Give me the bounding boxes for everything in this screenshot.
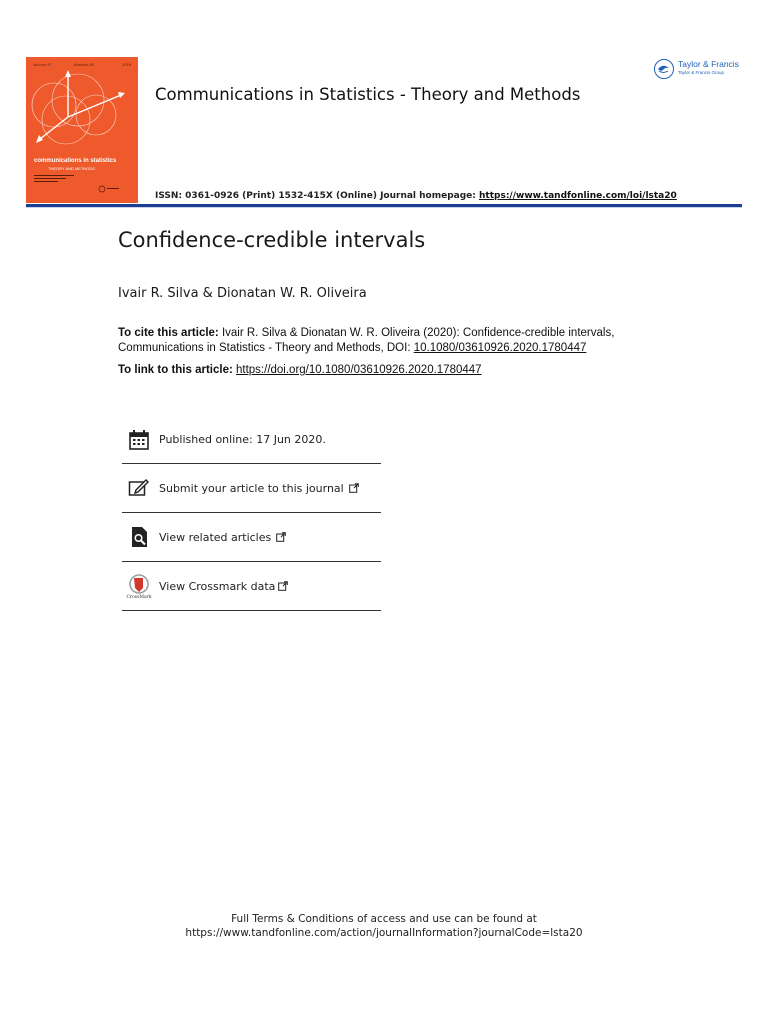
terms-line: Full Terms & Conditions of access and use can be found at	[231, 913, 537, 925]
link-label: To link to this article:	[118, 364, 236, 376]
search-document-icon	[128, 526, 150, 548]
published-online-label: Published online: 17 Jun 2020.	[159, 433, 326, 446]
issn-text: ISSN: 0361-0926 (Print) 1532-415X (Online) Journal homepage:	[155, 191, 480, 201]
submit-article-row[interactable]	[122, 464, 381, 513]
crossmark-icon	[126, 573, 152, 599]
journal-title: Communications in Statistics - Theory and Methods	[155, 85, 581, 104]
citation-label: To cite this article:	[118, 327, 219, 339]
journal-cover-image	[26, 57, 138, 203]
calendar-icon	[128, 429, 150, 451]
citation-text: Ivair R. Silva & Dionatan W. R. Oliveira (2020): Confidence-credible intervals, Communications in Statistics - Theory and Methods, DOI:	[118, 327, 615, 354]
article-authors: Ivair R. Silva & Dionatan W. R. Oliveira	[118, 286, 367, 301]
cover-publisher-logo	[98, 185, 120, 193]
issn-line	[155, 191, 677, 201]
cover-number: Number 08	[74, 63, 94, 67]
header-divider-shadow	[26, 207, 742, 208]
related-articles-row[interactable]	[122, 513, 381, 562]
article-title: Confidence-credible intervals	[118, 228, 426, 252]
submit-article-link[interactable]	[159, 482, 359, 495]
related-articles-label: View related articles	[159, 530, 272, 544]
publisher-group: Taylor & Francis Group	[678, 70, 725, 75]
terms-footer	[0, 912, 768, 940]
cover-graphic	[26, 65, 138, 165]
crossmark-caption: CrossMark	[126, 595, 152, 599]
article-doi-link[interactable]: https://doi.org/10.1080/03610926.2020.1780447	[236, 364, 482, 376]
cover-fineprint	[34, 175, 74, 182]
published-online-row	[122, 416, 381, 464]
edit-icon	[128, 477, 150, 499]
terms-url-link[interactable]: https://www.tandfonline.com/action/journalInformation?journalCode=lsta20	[185, 927, 583, 939]
external-link-icon	[278, 581, 288, 591]
cover-subtitle: THEORY AND METHODS	[48, 166, 95, 171]
related-articles-link[interactable]	[159, 531, 286, 544]
article-links-list	[122, 416, 381, 611]
submit-article-label: Submit your article to this journal	[159, 481, 344, 495]
crossmark-label: View Crossmark data	[159, 579, 276, 593]
publisher-logo[interactable]	[654, 57, 754, 81]
cover-title: communications in statistics	[34, 158, 117, 164]
cover-volume: Volume 47	[33, 63, 52, 67]
cover-year: 2018	[122, 63, 131, 67]
citation-block	[118, 326, 678, 356]
publisher-logo-icon	[654, 59, 674, 79]
publisher-name: Taylor & Francis	[678, 59, 739, 69]
external-link-icon	[276, 532, 286, 542]
journal-homepage-link[interactable]: https://www.tandfonline.com/loi/lsta20	[479, 191, 677, 201]
crossmark-link[interactable]	[159, 580, 288, 593]
citation-doi-link[interactable]: 10.1080/03610926.2020.1780447	[413, 342, 587, 354]
external-link-icon	[349, 483, 359, 493]
link-block	[118, 364, 482, 376]
crossmark-row[interactable]	[122, 562, 381, 611]
